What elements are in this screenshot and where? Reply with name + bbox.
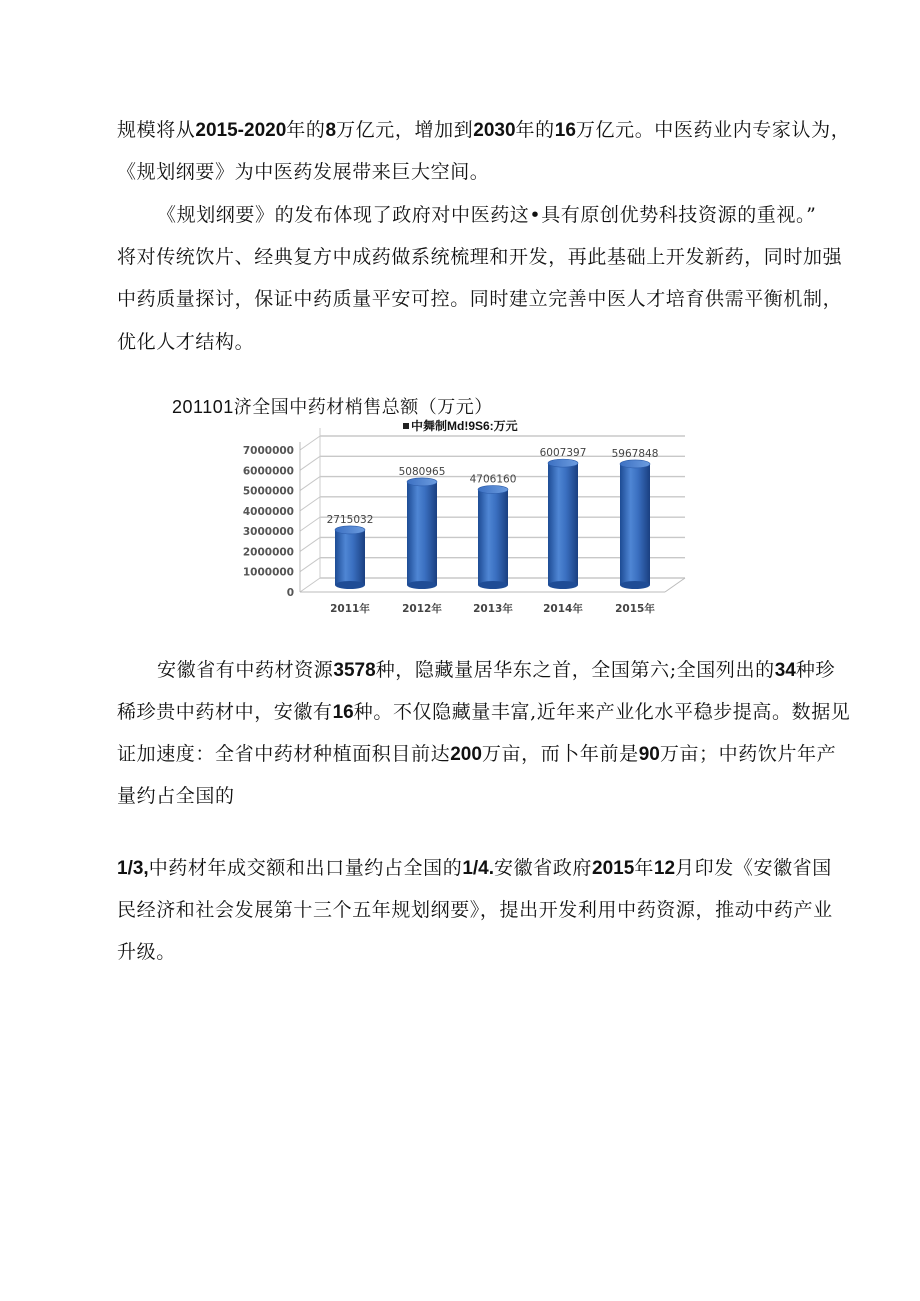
paragraph-2-line-1: 《规划纲要》的发布体现了政府对中医药这•具有原创优势科技资源的重视。” [157, 204, 817, 226]
text: 安徽省政府 [494, 857, 593, 879]
bar-2015年 [612, 448, 659, 589]
text: 万亿元。中医药业内专家认为， [575, 119, 851, 141]
y-tick-label: 2000000 [242, 546, 294, 559]
number: 16 [332, 702, 354, 723]
y-tick-label: 5000000 [242, 485, 294, 498]
y-tick-label: 7000000 [242, 445, 294, 457]
chart-title: 201101济全国中药材梢售总额（万元） [172, 397, 493, 417]
paragraph-2-line-3: 中药质量探讨，保证中药质量平安可控。同时建立完善中医人才培育供需平衡机制， [117, 288, 843, 310]
paragraph-1-line-1 [117, 118, 850, 143]
x-tick-label: 2013年 [473, 603, 513, 615]
paragraph-3-line-1 [157, 658, 835, 683]
paragraph-1-line-2 [117, 160, 489, 184]
paragraph-4-line-2 [117, 898, 833, 922]
paragraph-3-line-2 [117, 700, 850, 725]
number: 200 [450, 744, 482, 765]
data-label: 5967848 [611, 447, 659, 460]
text: 万亩，而卜年前是 [481, 743, 639, 765]
text: 年的 [286, 119, 326, 141]
paragraph-3-line-3 [117, 742, 836, 767]
number: 16 [554, 120, 576, 141]
y-tick-label: 3000000 [242, 526, 294, 539]
number: 2030 [473, 120, 516, 141]
number: 2015 [592, 858, 635, 879]
text: 安徽省有中药材资源 [157, 659, 334, 681]
number: 90 [638, 744, 660, 765]
text: 稀珍贵中药材中，安徽有 [117, 701, 333, 723]
text: 证加速度：全省中药材种植面积目前达 [117, 743, 451, 765]
x-tick-label: 2011年 [330, 603, 370, 615]
number: 8 [325, 120, 337, 141]
y-axis-ticks [243, 445, 294, 599]
text: 万亿元，增加到 [336, 119, 474, 141]
text: 量约占全国的 [117, 785, 235, 807]
legend-label: 中舞制Md!9S6:万元 [411, 419, 518, 433]
paragraph-4-line-3 [117, 940, 176, 964]
text: 万亩；中药饮片年产 [659, 743, 837, 765]
sales-bar-chart [160, 385, 720, 630]
text: 种珍 [795, 659, 836, 681]
y-tick-label: 6000000 [242, 465, 294, 478]
text: 升级。 [117, 941, 176, 963]
data-label: 2715032 [326, 513, 374, 526]
x-tick-label: 2015年 [615, 603, 655, 615]
text: 规模将从 [117, 119, 196, 141]
text: 《规划纲要》为中医药发展带来巨大空间。 [117, 161, 490, 183]
text: 种，隐藏量居华东之首，全国第六;全国列出的 [375, 659, 775, 681]
text: 年 [634, 857, 654, 879]
bar-2013年 [470, 474, 517, 589]
paragraph-4-line-1 [117, 856, 832, 881]
chart-bars [327, 447, 659, 589]
number: 3578 [333, 660, 376, 681]
y-tick-label: 4000000 [242, 505, 294, 518]
text: 中药材年成交额和出口量约占全国的 [148, 857, 463, 879]
data-label: 5080965 [398, 465, 446, 478]
paragraph-3-line-4 [117, 784, 235, 808]
x-axis-labels [330, 602, 655, 615]
bar-2014年 [540, 447, 587, 589]
bar-2012年 [399, 466, 446, 589]
text: 年的 [515, 119, 555, 141]
y-tick-label: 1000000 [242, 566, 294, 579]
paragraph-2-line-4: 优化人才结构。 [117, 331, 255, 353]
number: 1/4. [462, 858, 495, 879]
x-tick-label: 2014年 [543, 603, 583, 615]
number: 12 [653, 858, 676, 879]
chart-legend [403, 417, 518, 434]
y-tick-label: 0 [286, 587, 294, 599]
text: 民经济和社会发展第十三个五年规划纲要》，提出开发利用中药资源，推动中药产业 [117, 899, 833, 921]
legend-swatch-icon [403, 423, 409, 429]
number: 34 [774, 660, 796, 681]
paragraph-2-line-2: 将对传统饮片、经典复方中成药做系统梳理和开发，再此基础上开发新药，同时加强 [117, 246, 843, 268]
x-tick-label: 2012年 [402, 603, 442, 615]
number: 1/3, [117, 858, 149, 879]
text: 种。不仅隐藏量丰富,近年来产业化水平稳步提高。数据见 [353, 701, 851, 723]
data-label: 6007397 [539, 447, 587, 460]
number: 2015-2020 [195, 120, 287, 141]
data-label: 4706160 [469, 473, 517, 486]
text: 月印发《安徽省国 [675, 857, 832, 879]
